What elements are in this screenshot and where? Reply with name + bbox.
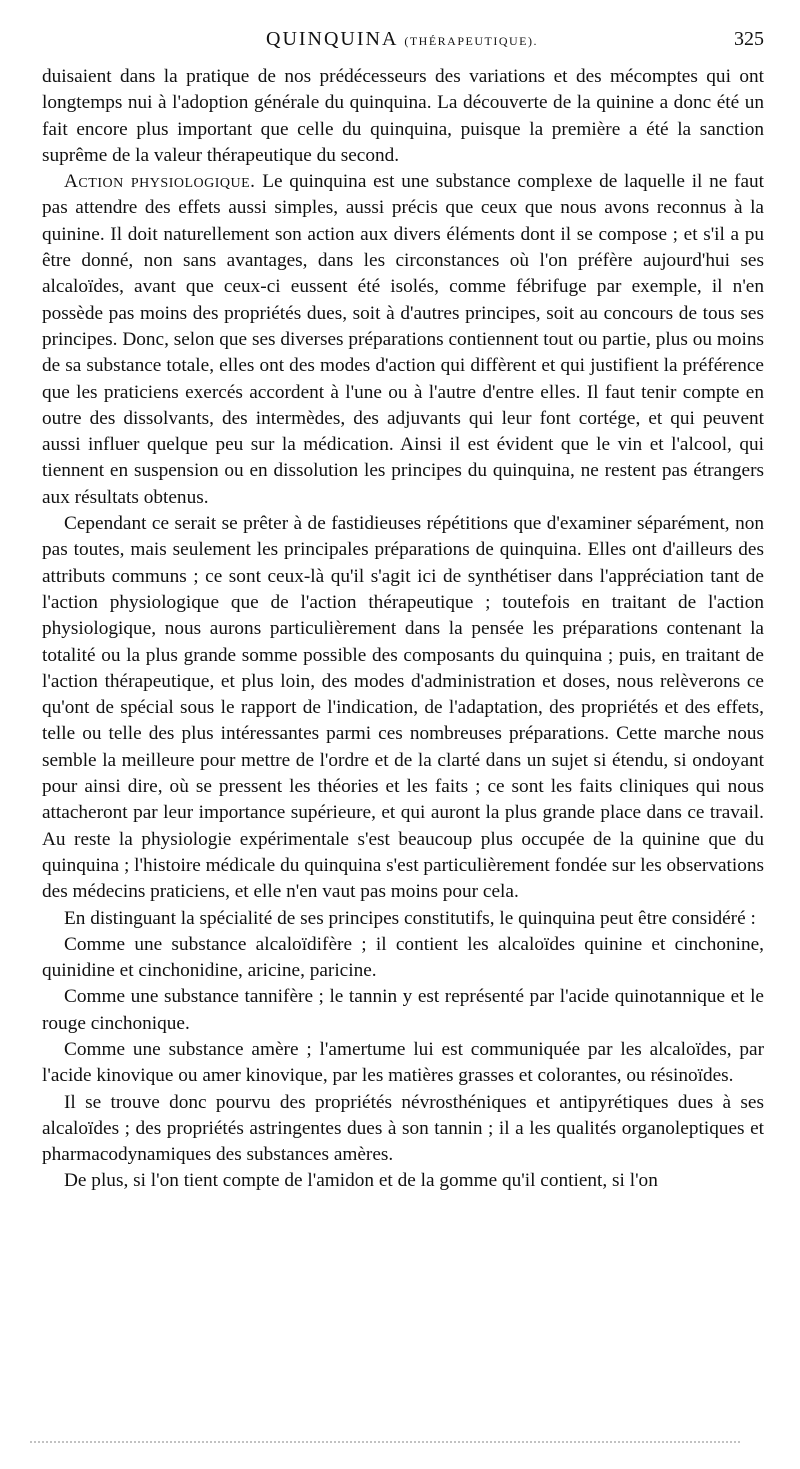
paragraph: En distinguant la spécialité de ses principes constitutifs, le quinquina peut être considéré : [64,907,756,929]
running-title-main: QUINQUINA [266,28,398,50]
footer-dotted-rule [30,1441,740,1443]
running-title [40,28,764,51]
paragraph: De plus, si l'on tient compte de l'amidon et de la gomme qu'il contient, si l'on [64,1170,658,1192]
page-number: 325 [734,28,764,50]
page-header [40,26,764,56]
paragraph: Comme une substance tannifère ; le tannin y est représenté par l'acide quinotannique et le rouge cinchonique. [42,986,764,1034]
paragraph-action-physiologique [42,169,764,511]
paragraph: duisaient dans la pratique de nos prédécesseurs des variations et des mécomptes qui ont longtemps nui à l'adoption générale du quinquina. La découverte de la quinine a donc été un fait encore plus important que celle du quinquina, puisque la première a été la sanction suprême de la valeur thérapeutique du second. [42,66,764,166]
paragraph: Cependant ce serait se prêter à de fastidieuses répétitions que d'examiner séparément, non pas toutes, mais seulement les principales préparations de quinquina. Elles ont d'ailleurs des attributs communs ; ce sont ceux-là qu'il s'agit ici de synthétiser dans l'appréciation tant de l'action physiologique que de l'action thérapeutique ; toutefois en traitant de l'action physiologique, nous aurons particulièrement dans la pensée les préparations contenant la totalité ou la plus grande somme possible des composants du quinquina ; puis, en traitant de l'action thérapeutique, et plus loin, des modes d'administration et doses, nous relèverons ce qu'ont de spécial sous le rapport de l'indication, de l'adaptation, des propriétés et des effets, telle ou telle des plus intéressantes parmi ces nombreuses préparations. Cette marche nous semble la meilleure pour mettre de l'ordre et de la clarté dans un sujet si étendu, si ondoyant pour ainsi dire, où se pressent les théories et les faits ; ce sont les faits cliniques qui nous attacheront par leur importance supérieure, et qui auront la plus grande place dans ce travail. Au reste la physiologie expérimentale s'est beaucoup plus occupée de la quinine que du quinquina ; l'histoire médicale du quinquina s'est particulièrement fondée sur les observations des médecins praticiens, et elle n'en vaut pas moins pour cela. [42,513,764,903]
paragraph: Il se trouve donc pourvu des propriétés névrosthéniques et antipyrétiques dues à ses alcaloïdes ; des propriétés astringentes dues à son tannin ; il a les qualités organoleptiques et pharmacodynamiques des substances amères. [42,1091,764,1166]
paragraph-text: Le quinquina est une substance complexe de laquelle il ne faut pas attendre des effets aussi simples, aussi précis que ceux que nous avons reconnus à la quinine. Il doit naturellement son action aux divers éléments dont il se compose ; et s'il a pu être donné, non sans avantages, dans les circonstances où l'on préfère aujourd'hui ses alcaloïdes, avant que ceux-ci eussent été isolés, comme fébrifuge par exemple, il n'en possède pas moins des propriétés dues, soit à d'autres principes, soit au concours de tous ses principes. Donc, selon que ses diverses préparations contiennent tout ou partie, plus ou moins de sa substance totale, elles ont des modes d'action qui diffèrent et qui justifient la préférence que les praticiens exercés accordent à l'une ou à l'autre d'entre elles. Il faut tenir compte en outre des dissolvants, des intermèdes, des adjuvants qui leur font cortége, et qui peuvent aussi influer quelque peu sur la médication. Ainsi il est évident que le vin et l'alcool, qui tiennent en suspension ou en dissolution les principes du quinquina, ne restent pas étrangers aux résultats obtenus. [42,171,764,508]
paragraph: Comme une substance amère ; l'amertume lui est communiquée par les alcaloïdes, par l'acide kinovique ou amer kinovique, par les matières grasses et colorantes, ou résinoïdes. [42,1038,764,1087]
paragraph: Comme une substance alcaloïdifère ; il contient les alcaloïdes quinine et cinchonine, quinidine et cinchonidine, aricine, paricine. [42,933,764,982]
body-text [42,64,764,1195]
section-heading: Action physiologique. [64,171,256,193]
running-title-subtitle: (THÉRAPEUTIQUE). [404,34,538,48]
